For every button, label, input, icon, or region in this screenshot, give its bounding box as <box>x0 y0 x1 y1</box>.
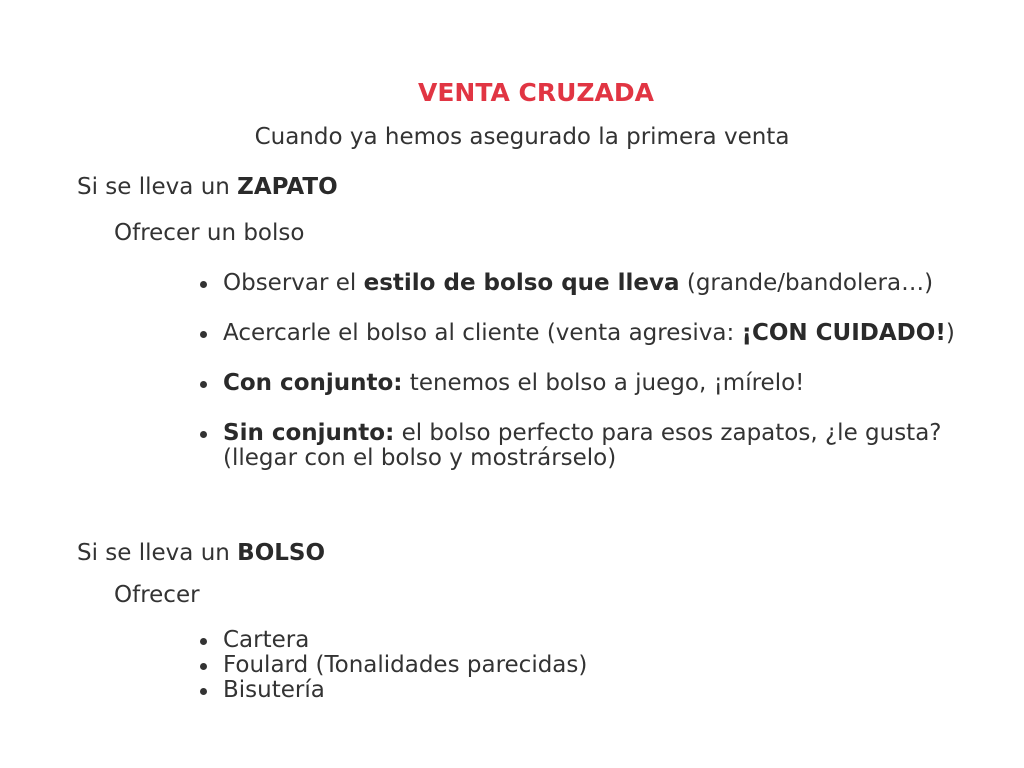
list-item <box>196 321 996 346</box>
heading-item: BOLSO <box>237 540 326 566</box>
page-subtitle: Cuando ya hemos asegurado la primera venta <box>254 124 790 150</box>
offer-label-bolso: Ofrecer <box>114 582 200 608</box>
offer-label-zapato: Ofrecer un bolso <box>114 220 305 246</box>
item-text: Observar el <box>223 270 364 296</box>
item-text: ) <box>945 320 955 346</box>
heading-prefix: Si se lleva un <box>77 174 238 200</box>
section-heading-bolso <box>77 536 325 570</box>
list-item <box>196 371 996 396</box>
bolso-offer-list <box>196 628 996 703</box>
item-bold: ¡CON CUIDADO! <box>741 320 946 346</box>
page-title: VENTA CRUZADA <box>418 78 654 107</box>
item-bold: Con conjunto: <box>223 370 403 396</box>
item-bold: Sin conjunto: <box>223 420 395 446</box>
list-item <box>196 271 996 296</box>
list-item <box>196 421 996 471</box>
heading-prefix: Si se lleva un <box>77 540 238 566</box>
item-text: Acercarle el bolso al cliente (venta agresiva: <box>223 320 742 346</box>
list-item: Cartera <box>196 628 996 653</box>
heading-item: ZAPATO <box>237 174 338 200</box>
list-item: Foulard (Tonalidades parecidas) <box>196 653 996 678</box>
list-item: Bisutería <box>196 678 996 703</box>
zapato-offer-list <box>196 271 996 496</box>
item-text: tenemos el bolso a juego, ¡mírelo! <box>402 370 805 396</box>
item-text: el bolso perfecto para esos zapatos, ¿le gusta? (llegar con el bolso y mostrárselo) <box>223 420 942 471</box>
section-heading-zapato <box>77 170 338 204</box>
item-text: (grande/bandolera…) <box>679 270 934 296</box>
item-bold: estilo de bolso que lleva <box>363 270 680 296</box>
